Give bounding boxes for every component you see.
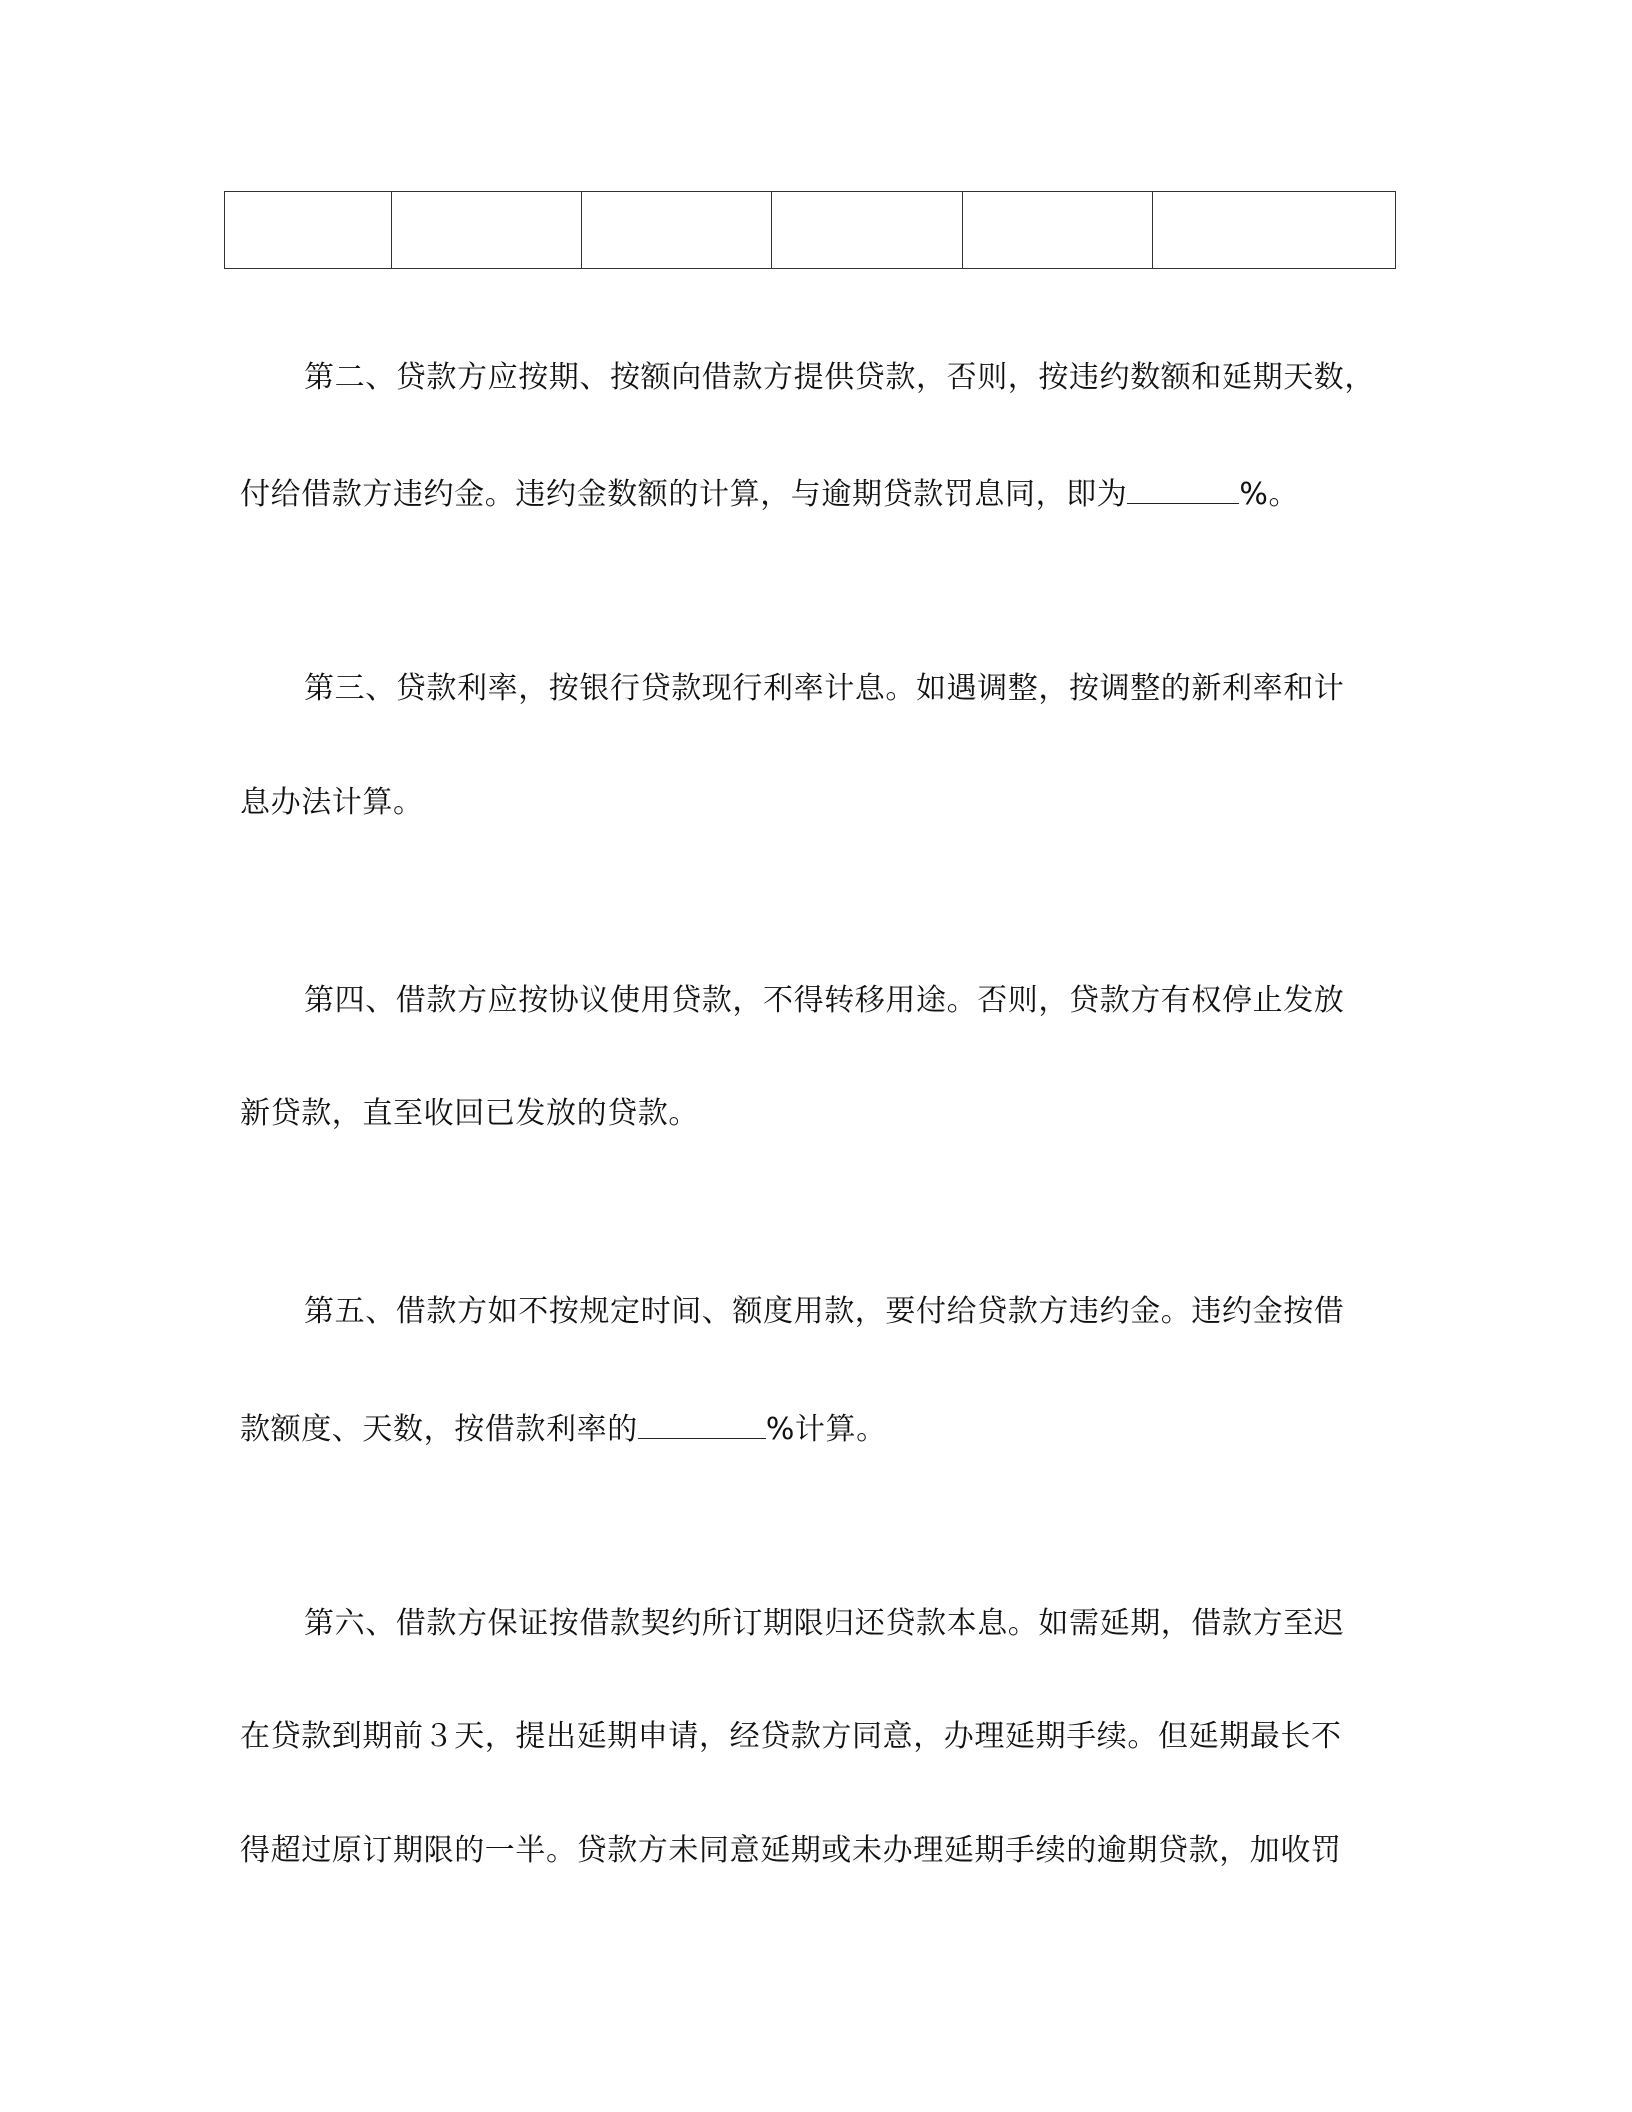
- clause-2-line-2: [240, 471, 1299, 515]
- clause-6-line-3: 得超过原订期限的一半。贷款方未同意延期或未办理延期手续的逾期贷款，加收罚: [240, 1833, 1342, 1868]
- clause-5-line-1: 第五、借款方如不按规定时间、额度用款，要付给贷款方违约金。违约金按借: [304, 1294, 1345, 1329]
- fill-in-blank: [638, 1406, 766, 1439]
- clause-3-line-2: 息办法计算。: [240, 785, 424, 820]
- table-cell: [582, 192, 772, 269]
- clause-3-line-1: 第三、贷款利率，按银行贷款现行利率计息。如遇调整，按调整的新利率和计: [304, 671, 1345, 706]
- table-cell: [963, 192, 1153, 269]
- clause-5-line-2-tail: %计算。: [765, 1412, 887, 1447]
- blank-table: [224, 191, 1396, 269]
- clause-5-line-2: [240, 1406, 887, 1450]
- table-cell: [392, 192, 582, 269]
- table-cell: [772, 192, 963, 269]
- clause-2-line-1: 第二、贷款方应按期、按额向借款方提供贷款，否则，按违约数额和延期天数，: [304, 360, 1375, 395]
- fill-in-blank: [1127, 471, 1239, 504]
- clause-5-line-2-text: 款额度、天数，按借款利率的: [240, 1412, 638, 1447]
- table-cell: [225, 192, 392, 269]
- table-cell: [1153, 192, 1396, 269]
- table-row: [225, 192, 1396, 269]
- clause-6-line-2: 在贷款到期前３天，提出延期申请，经贷款方同意，办理延期手续。但延期最长不: [240, 1719, 1342, 1754]
- clause-2-line-2-text: 付给借款方违约金。违约金数额的计算，与逾期贷款罚息同，即为: [240, 477, 1128, 512]
- clause-4-line-1: 第四、借款方应按协议使用贷款，不得转移用途。否则，贷款方有权停止发放: [304, 983, 1345, 1018]
- clause-4-line-2: 新贷款，直至收回已发放的贷款。: [240, 1096, 699, 1131]
- clause-2-line-2-tail: %。: [1239, 477, 1300, 512]
- clause-6-line-1: 第六、借款方保证按借款契约所订期限归还贷款本息。如需延期，借款方至迟: [304, 1606, 1345, 1641]
